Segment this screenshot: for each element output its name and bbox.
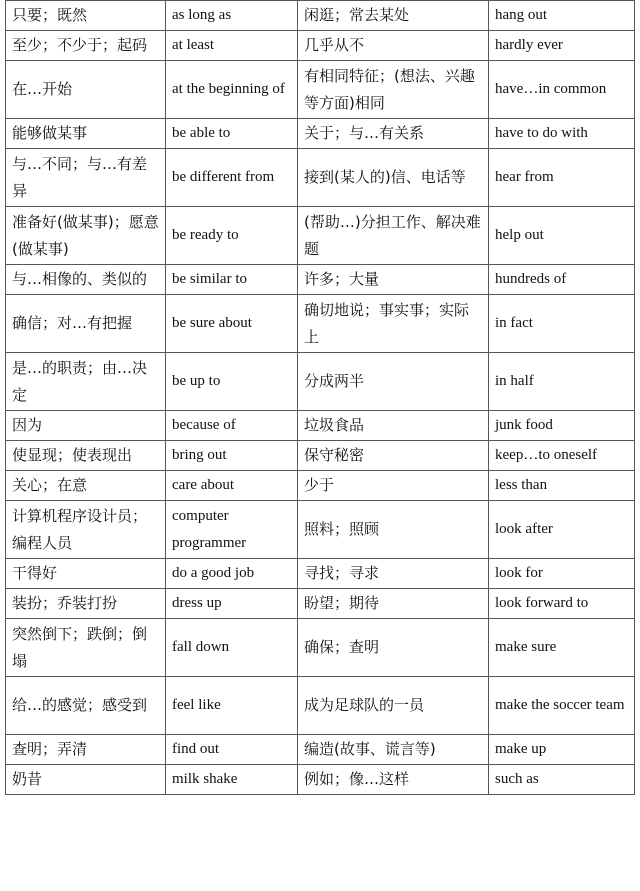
table-row — [6, 765, 635, 795]
table-row — [6, 501, 635, 559]
chinese-meaning-cell: 给…的感觉；感受到 — [6, 677, 166, 735]
chinese-meaning-cell: (帮助…)分担工作、解决难题 — [298, 207, 489, 265]
table-row — [6, 411, 635, 441]
english-phrase-cell: help out — [489, 207, 635, 265]
chinese-meaning-cell: 能够做某事 — [6, 119, 166, 149]
chinese-meaning-cell: 许多；大量 — [298, 265, 489, 295]
chinese-meaning-cell: 在…开始 — [6, 61, 166, 119]
english-phrase-cell: do a good job — [166, 559, 298, 589]
chinese-meaning-cell: 垃圾食品 — [298, 411, 489, 441]
chinese-meaning-cell: 闲逛；常去某处 — [298, 1, 489, 31]
english-phrase-cell: be able to — [166, 119, 298, 149]
chinese-meaning-cell: 查明；弄清 — [6, 735, 166, 765]
english-phrase-cell: because of — [166, 411, 298, 441]
table-row — [6, 441, 635, 471]
english-phrase-cell: find out — [166, 735, 298, 765]
table-row — [6, 677, 635, 735]
english-phrase-cell: look for — [489, 559, 635, 589]
english-phrase-cell: junk food — [489, 411, 635, 441]
chinese-meaning-cell: 接到(某人的)信、电话等 — [298, 149, 489, 207]
vocabulary-table-body — [6, 1, 635, 795]
table-row — [6, 61, 635, 119]
english-phrase-cell: bring out — [166, 441, 298, 471]
english-phrase-cell: computer programmer — [166, 501, 298, 559]
english-phrase-cell: hardly ever — [489, 31, 635, 61]
english-phrase-cell: keep…to oneself — [489, 441, 635, 471]
chinese-meaning-cell: 关于；与…有关系 — [298, 119, 489, 149]
chinese-meaning-cell: 盼望；期待 — [298, 589, 489, 619]
english-phrase-cell: make up — [489, 735, 635, 765]
english-phrase-cell: care about — [166, 471, 298, 501]
english-phrase-cell: be similar to — [166, 265, 298, 295]
english-phrase-cell: have…in common — [489, 61, 635, 119]
table-row — [6, 119, 635, 149]
english-phrase-cell: hang out — [489, 1, 635, 31]
chinese-meaning-cell: 照料；照顾 — [298, 501, 489, 559]
chinese-meaning-cell: 是…的职责；由…决定 — [6, 353, 166, 411]
table-row — [6, 149, 635, 207]
english-phrase-cell: look after — [489, 501, 635, 559]
chinese-meaning-cell: 准备好(做某事)；愿意(做某事) — [6, 207, 166, 265]
chinese-meaning-cell: 计算机程序设计员；编程人员 — [6, 501, 166, 559]
english-phrase-cell: make sure — [489, 619, 635, 677]
chinese-meaning-cell: 突然倒下；跌倒；倒塌 — [6, 619, 166, 677]
english-phrase-cell: in fact — [489, 295, 635, 353]
chinese-meaning-cell: 确切地说；事实事；实际上 — [298, 295, 489, 353]
table-row — [6, 619, 635, 677]
english-phrase-cell: be up to — [166, 353, 298, 411]
chinese-meaning-cell: 有相同特征；(想法、兴趣等方面)相同 — [298, 61, 489, 119]
english-phrase-cell: such as — [489, 765, 635, 795]
english-phrase-cell: be different from — [166, 149, 298, 207]
english-phrase-cell: be sure about — [166, 295, 298, 353]
english-phrase-cell: feel like — [166, 677, 298, 735]
english-phrase-cell: have to do with — [489, 119, 635, 149]
chinese-meaning-cell: 至少；不少于；起码 — [6, 31, 166, 61]
chinese-meaning-cell: 几乎从不 — [298, 31, 489, 61]
table-row — [6, 589, 635, 619]
chinese-meaning-cell: 少于 — [298, 471, 489, 501]
table-row — [6, 295, 635, 353]
chinese-meaning-cell: 使显现；使表现出 — [6, 441, 166, 471]
english-phrase-cell: milk shake — [166, 765, 298, 795]
english-phrase-cell: look forward to — [489, 589, 635, 619]
chinese-meaning-cell: 成为足球队的一员 — [298, 677, 489, 735]
chinese-meaning-cell: 关心；在意 — [6, 471, 166, 501]
table-row — [6, 1, 635, 31]
chinese-meaning-cell: 与…相像的、类似的 — [6, 265, 166, 295]
english-phrase-cell: hundreds of — [489, 265, 635, 295]
table-row — [6, 353, 635, 411]
english-phrase-cell: hear from — [489, 149, 635, 207]
chinese-meaning-cell: 确信；对…有把握 — [6, 295, 166, 353]
table-row — [6, 31, 635, 61]
english-phrase-cell: at least — [166, 31, 298, 61]
english-phrase-cell: be ready to — [166, 207, 298, 265]
table-row — [6, 265, 635, 295]
english-phrase-cell: make the soccer team — [489, 677, 635, 735]
chinese-meaning-cell: 编造(故事、谎言等) — [298, 735, 489, 765]
chinese-meaning-cell: 寻找；寻求 — [298, 559, 489, 589]
vocabulary-table — [5, 0, 635, 795]
chinese-meaning-cell: 保守秘密 — [298, 441, 489, 471]
table-row — [6, 207, 635, 265]
chinese-meaning-cell: 装扮；乔装打扮 — [6, 589, 166, 619]
english-phrase-cell: fall down — [166, 619, 298, 677]
table-row — [6, 559, 635, 589]
english-phrase-cell: as long as — [166, 1, 298, 31]
chinese-meaning-cell: 奶昔 — [6, 765, 166, 795]
table-row — [6, 471, 635, 501]
chinese-meaning-cell: 因为 — [6, 411, 166, 441]
chinese-meaning-cell: 与…不同；与…有差异 — [6, 149, 166, 207]
english-phrase-cell: in half — [489, 353, 635, 411]
english-phrase-cell: at the beginning of — [166, 61, 298, 119]
chinese-meaning-cell: 分成两半 — [298, 353, 489, 411]
english-phrase-cell: less than — [489, 471, 635, 501]
table-row — [6, 735, 635, 765]
english-phrase-cell: dress up — [166, 589, 298, 619]
chinese-meaning-cell: 确保；查明 — [298, 619, 489, 677]
chinese-meaning-cell: 只要；既然 — [6, 1, 166, 31]
chinese-meaning-cell: 例如；像…这样 — [298, 765, 489, 795]
chinese-meaning-cell: 干得好 — [6, 559, 166, 589]
